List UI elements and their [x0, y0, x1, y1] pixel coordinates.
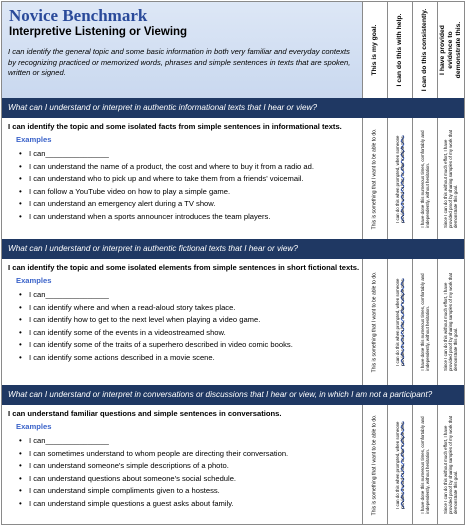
section-3-consistent-cell[interactable] [412, 405, 437, 524]
bullet-icon: • [19, 302, 22, 312]
benchmark-description: I can identify the general topic and some basic information in both very familiar and everyday contexts by recognizing practiced or memorized words, phrases and simple sentences in texts that are spoken, written or signed. [8, 47, 351, 77]
goal-cell-text: This is something that I want to be able to do. [371, 414, 378, 515]
benchmark-page [1, 1, 465, 525]
help-cell-text: I can do this when prompted, when someone provides a word or hint, or after multiple tries. [394, 278, 405, 366]
column-header-consistent-label: I can do this consistently. [421, 8, 428, 92]
goal-cell-text: This is something that I want to be able to do. [371, 128, 378, 229]
section-3-examples-label: Examples [16, 422, 52, 431]
section-3-goal-cell[interactable] [362, 405, 387, 524]
evidence-cell-text: Since I can do this without much effort, I have provided proof by sharing samples of my work that demonstrate this goal. [443, 129, 459, 228]
section-1-band: What can I understand or interpret in authentic informational texts that I hear or view? [2, 98, 464, 118]
evidence-cell-text: Since I can do this without much effort, I have provided proof by sharing samples of my work that demonstrate this goal. [443, 415, 459, 514]
section-1-examples-label: Examples [16, 135, 52, 144]
bullet-icon: • [19, 448, 22, 458]
section-1-goal-cell[interactable] [362, 118, 387, 239]
consistent-cell-text: I have done this numerous times, comfortably and independently, without hesitation. [419, 273, 430, 371]
column-header-evidence [437, 2, 464, 98]
evidence-cell-text: Since I can do this without much effort, I have provided proof by sharing samples of my work that demonstrate this goal. [443, 272, 459, 372]
help-cell-text: I can do this when prompted, when someone provides a word or hint, or after multiple tries. [394, 134, 405, 223]
title-area [2, 2, 362, 98]
bullet-icon: • [19, 290, 22, 299]
bullet-icon: • [19, 340, 22, 349]
bullet-icon: • [19, 315, 22, 324]
list-item: • I can sometimes understand to whom people are directing their conversation. [2, 448, 288, 461]
page-subtitle: Interpretive Listening or Viewing [9, 26, 188, 38]
bullet-icon: • [19, 473, 22, 483]
bullet-icon: • [19, 149, 22, 158]
list-item: • I can_______________ [2, 148, 314, 161]
section-1-help-cell[interactable] [387, 118, 412, 239]
list-item: • I can_______________ [2, 289, 293, 302]
section-2-examples-list [2, 289, 293, 364]
column-header-evidence-label [439, 14, 463, 86]
section-3-lead: I can understand familiar questions and simple sentences in conversations. [8, 409, 282, 418]
bullet-icon: • [19, 186, 22, 196]
section-2-help-cell[interactable] [387, 259, 412, 385]
list-item: • I can identify some of the events in a videostreamed show. [2, 327, 293, 340]
column-header-goal-label: This is my goal. [371, 24, 378, 76]
bullet-icon: • [19, 161, 22, 171]
list-item: • I can understand simple compliments given to a hostess. [2, 485, 288, 498]
section-1-examples-list [2, 148, 314, 223]
section-2-goal-cell[interactable] [362, 259, 387, 385]
list-item: • I can follow a YouTube video on how to play a simple game. [2, 186, 314, 199]
column-header-consistent [412, 2, 437, 98]
section-1 [2, 118, 464, 239]
bullet-icon: • [19, 211, 22, 221]
list-item: • I can understand an emergency alert during a TV show. [2, 198, 314, 211]
column-header-help [387, 2, 412, 98]
bullet-icon: • [19, 486, 22, 495]
list-item: • I can_______________ [2, 435, 288, 448]
list-item: • I can understand the name of a product, the cost and where to buy it from a radio ad. [2, 161, 314, 174]
list-item: • I can identify how to get to the next level when playing a video game. [2, 314, 293, 327]
section-2-evidence-cell[interactable] [437, 259, 464, 385]
column-header-goal [362, 2, 387, 98]
bullet-icon: • [19, 461, 22, 470]
column-header-evidence-text: I have provided evidence to demonstrate this. [439, 21, 462, 79]
bullet-icon: • [19, 352, 22, 362]
bullet-icon: • [19, 327, 22, 337]
list-item: • I can understand when a sports announcer introduces the team players. [2, 211, 314, 224]
section-2 [2, 259, 464, 385]
section-2-lead: I can identify the topic and some isolated elements from simple sentences in short fictional texts. [8, 263, 360, 272]
section-3 [2, 405, 464, 524]
bullet-icon: • [19, 498, 22, 508]
header [2, 2, 464, 98]
section-2-band: What can I understand or interpret in authentic fictional texts that I hear or view? [2, 239, 464, 259]
list-item: • I can identify some actions described in a movie scene. [2, 352, 293, 365]
section-3-help-cell[interactable] [387, 405, 412, 524]
section-3-examples-list [2, 435, 288, 510]
section-2-consistent-cell[interactable] [412, 259, 437, 385]
bullet-icon: • [19, 199, 22, 208]
list-item: • I can identify some of the traits of a superhero described in video comic books. [2, 339, 293, 352]
goal-cell-text: This is something that I want to be able to do. [371, 271, 378, 373]
list-item: • I can understand questions about someone's social schedule. [2, 473, 288, 486]
consistent-cell-text: I have done this numerous times, comfortably and independently, without hesitation. [419, 415, 430, 514]
bullet-icon: • [19, 436, 22, 445]
consistent-cell-text: I have done this numerous times, comfortably and independently, without hesitation. [419, 129, 430, 228]
list-item: • I can identify where and when a read-aloud story takes place. [2, 302, 293, 315]
section-1-consistent-cell[interactable] [412, 118, 437, 239]
page-title: Novice Benchmark [9, 6, 148, 25]
section-1-evidence-cell[interactable] [437, 118, 464, 239]
bullet-icon: • [19, 174, 22, 183]
list-item: • I can understand simple questions a guest asks about family. [2, 498, 288, 511]
column-header-help-label: I can do this with help. [396, 13, 403, 87]
help-cell-text: I can do this when prompted, when someone provides a word or hint, or after multiple tries. [394, 420, 405, 509]
list-item: • I can understand who to pick up and where to take them from a friends' voicemail. [2, 173, 314, 186]
list-item: • I can understand someone's simple descriptions of a photo. [2, 460, 288, 473]
section-3-evidence-cell[interactable] [437, 405, 464, 524]
section-3-band: What can I understand or interpret in conversations or discussions that I hear or view, in which I am not a participant? [2, 385, 464, 405]
section-2-examples-label: Examples [16, 276, 52, 285]
section-1-lead: I can identify the topic and some isolated facts from simple sentences in informational texts. [8, 122, 342, 131]
